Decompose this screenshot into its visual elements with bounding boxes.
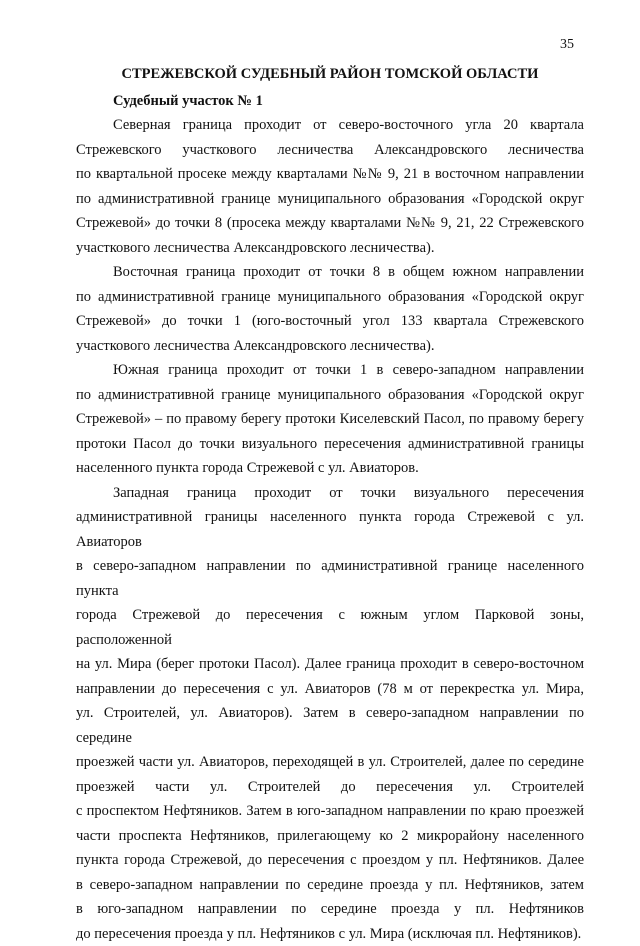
- document-body: [76, 113, 584, 946]
- text-line: Стрежевой» – по правому берегу протоки Киселевский Пасол, по правому берегу: [76, 407, 584, 432]
- document-title: СТРЕЖЕВСКОЙ СУДЕБНЫЙ РАЙОН ТОМСКОЙ ОБЛАСТИ: [76, 64, 584, 84]
- text-line: направлении до пересечения с ул. Авиаторов (78 м от перекрестка ул. Мира,: [76, 677, 584, 702]
- text-line: до пересечения проезда у пл. Нефтяников с ул. Мира (исключая пл. Нефтяников).: [76, 922, 584, 946]
- text-line: протоки Пасол до точки визуального пересечения административной границы: [76, 432, 584, 457]
- text-line: в северо-западном направлении по административной границе населенного пункта: [76, 554, 584, 603]
- text-line: ул. Строителей, ул. Авиаторов). Затем в северо-западном направлении по середине: [76, 701, 584, 750]
- section-subtitle: Судебный участок № 1: [113, 91, 263, 111]
- text-line: Северная граница проходит от северо-восточного угла 20 квартала: [76, 113, 584, 138]
- paragraph-north-border: [76, 113, 584, 260]
- text-line: пункта города Стрежевой, до пересечения с проездом у пл. Нефтяников. Далее: [76, 848, 584, 873]
- text-line: участкового лесничества Александровского лесничества).: [76, 334, 584, 359]
- text-line: населенного пункта города Стрежевой с ул. Авиаторов.: [76, 456, 584, 481]
- text-line: Стрежевского участкового лесничества Александровского лесничества: [76, 138, 584, 163]
- text-line: по административной границе муниципального образования «Городской округ: [76, 285, 584, 310]
- text-line: части проспекта Нефтяников, прилегающему ко 2 микрорайону населенного: [76, 824, 584, 849]
- text-line: Южная граница проходит от точки 1 в северо-западном направлении: [76, 358, 584, 383]
- text-line: на ул. Мира (берег протоки Пасол). Далее граница проходит в северо-восточном: [76, 652, 584, 677]
- text-line: Стрежевой» до точки 8 (просека между кварталами №№ 9, 21, 22 Стрежевского: [76, 211, 584, 236]
- paragraph-south-border: [76, 358, 584, 481]
- text-line: города Стрежевой до пересечения с южным углом Парковой зоны, расположенной: [76, 603, 584, 652]
- text-line: Западная граница проходит от точки визуального пересечения: [76, 481, 584, 506]
- text-line: проезжей части ул. Авиаторов, переходящей в ул. Строителей, далее по середине: [76, 750, 584, 775]
- text-line: Стрежевой» до точки 1 (юго-восточный угол 133 квартала Стрежевского: [76, 309, 584, 334]
- text-line: в северо-западном направлении по середине проезда у пл. Нефтяников, затем: [76, 873, 584, 898]
- text-line: в юго-западном направлении по середине проезда у пл. Нефтяников: [76, 897, 584, 922]
- text-line: Восточная граница проходит от точки 8 в общем южном направлении: [76, 260, 584, 285]
- text-line: участкового лесничества Александровского лесничества).: [76, 236, 584, 261]
- text-line: по административной границе муниципального образования «Городской округ: [76, 383, 584, 408]
- page-number: 35: [560, 37, 574, 53]
- text-line: с проспектом Нефтяников. Затем в юго-западном направлении по краю проезжей: [76, 799, 584, 824]
- text-line: проезжей части ул. Строителей до пересечения ул. Строителей: [76, 775, 584, 800]
- paragraph-east-border: [76, 260, 584, 358]
- text-line: по административной границе муниципального образования «Городской округ: [76, 187, 584, 212]
- text-line: по квартальной просеке между кварталами №№ 9, 21 в восточном направлении: [76, 162, 584, 187]
- text-line: административной границы населенного пункта города Стрежевой с ул. Авиаторов: [76, 505, 584, 554]
- paragraph-west-border: [76, 481, 584, 946]
